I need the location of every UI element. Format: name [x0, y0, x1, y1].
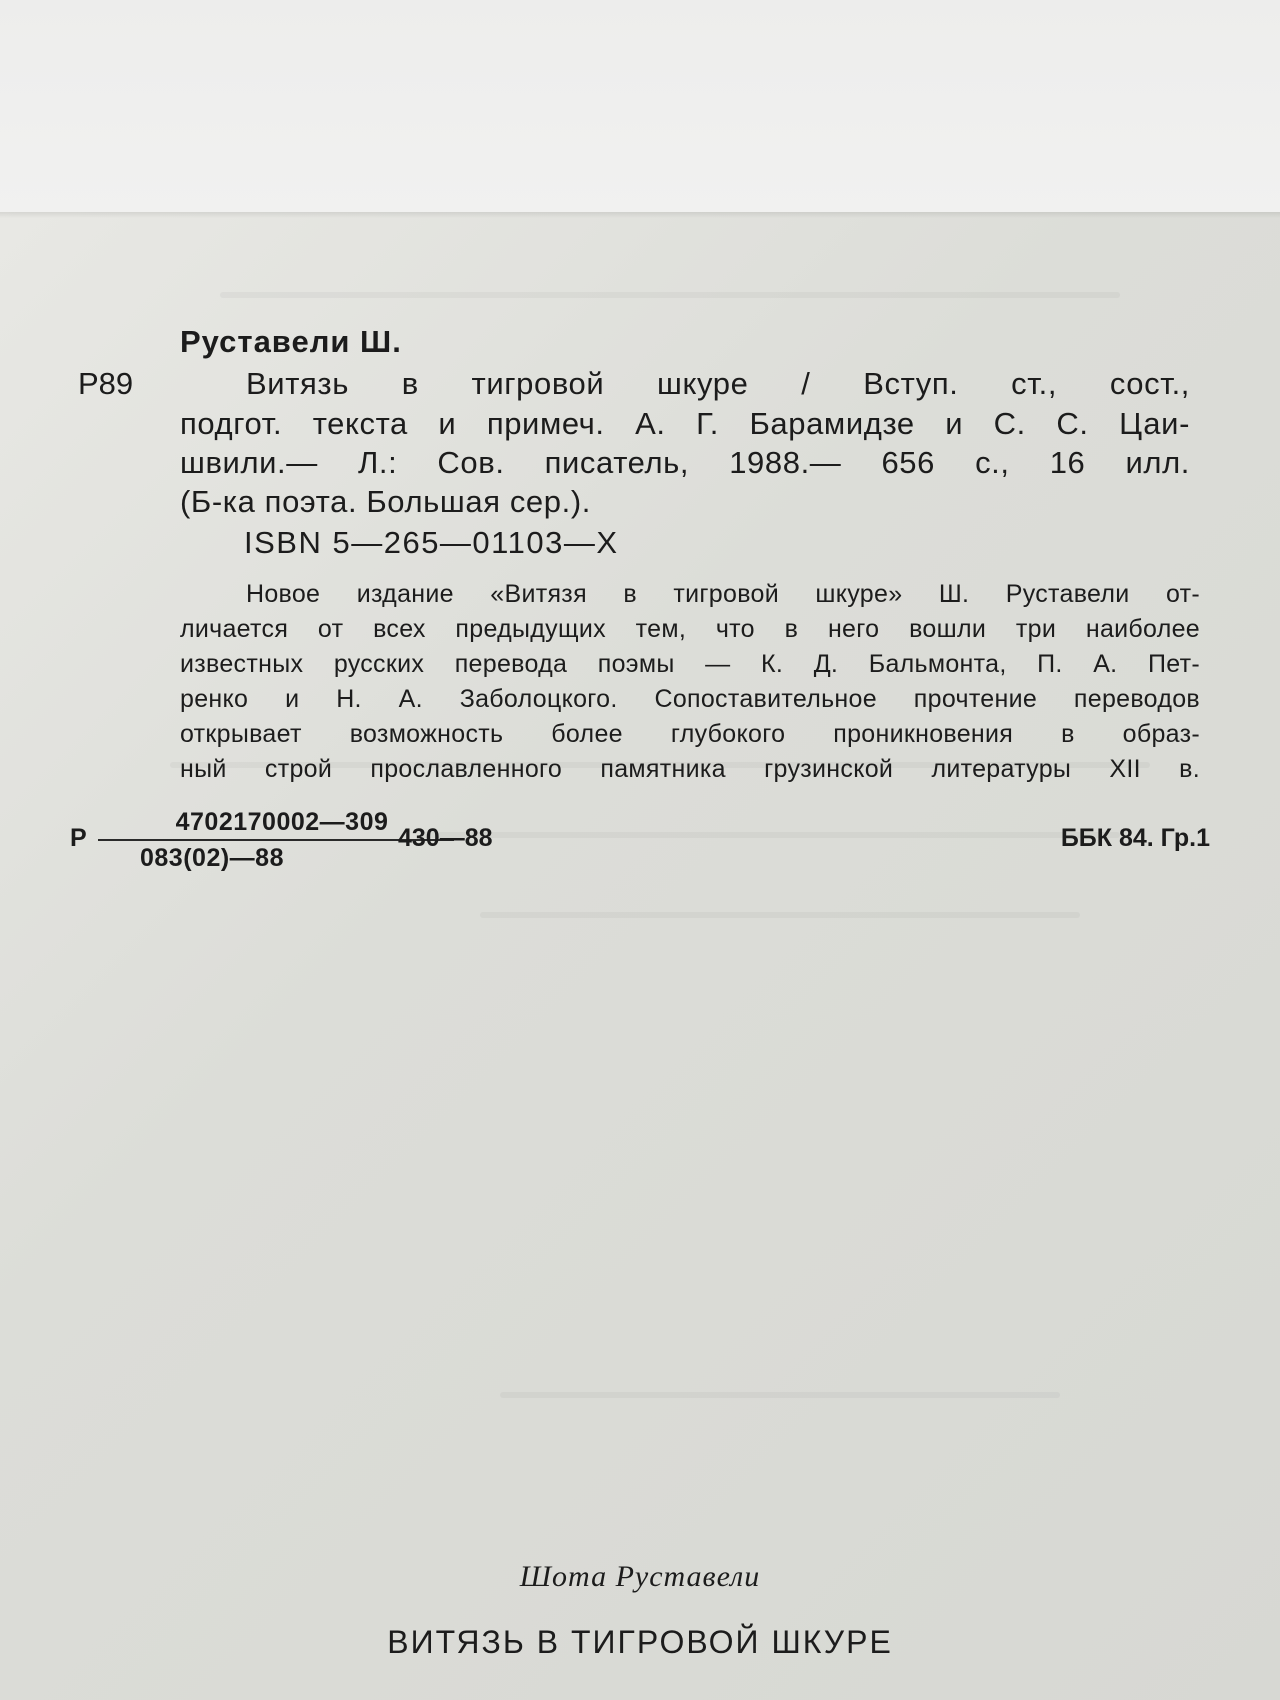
annotation-line: известных русских перевода поэмы — К. Д. Бальмонта, П. А. Пет-: [180, 650, 1200, 678]
isbn: ISBN 5—265—01103—X: [244, 525, 619, 560]
footer-author: Шота Руставели: [519, 1560, 761, 1593]
annotation-line: Новое издание «Витязя в тигровой шкуре» Ш. Руставели от-: [246, 580, 1200, 608]
show-through-mark: [220, 292, 1120, 298]
show-through-mark: [500, 1392, 1060, 1398]
bibliographic-line: подгот. текста и примеч. А. Г. Барамидзе и С. С. Цаи-: [180, 406, 1190, 441]
bbk-index: ББК 84. Гр.1: [1060, 824, 1210, 852]
annotation-line: ренко и Н. А. Заболоцкого. Сопоставительное прочтение переводов: [180, 685, 1200, 713]
background-above-page: [0, 0, 1280, 215]
show-through-mark: [480, 912, 1080, 918]
publisher-code-letter: Р: [70, 824, 87, 852]
footer-title: ВИТЯЗЬ В ТИГРОВОЙ ШКУРЕ: [387, 1624, 893, 1660]
bibliographic-line: Витязь в тигровой шкуре / Вступ. ст., сост.,: [246, 366, 1190, 401]
annotation-line: открывает возможность более глубокого проникновения в образ-: [180, 720, 1200, 748]
page-top-edge: [0, 212, 1280, 218]
book-page: [0, 212, 1280, 1700]
bibliographic-line: швили.— Л.: Сов. писатель, 1988.— 656 с., 16 илл.: [180, 445, 1190, 480]
annotation-line: ный строй прославленного памятника грузинской литературы XII в.: [180, 755, 1200, 783]
annotation-line: личается от всех предыдущих тем, что в него вошли три наиболее: [180, 615, 1200, 643]
publisher-code-block: [70, 808, 1210, 888]
price-code: 430—88: [398, 824, 493, 852]
catalog-author: Руставели Ш.: [180, 324, 402, 359]
bibliographic-line: (Б-ка поэта. Большая сер.).: [180, 484, 591, 519]
publisher-code-denominator: 083(02)—88: [140, 844, 284, 872]
catalog-classification-code: Р89: [78, 366, 134, 401]
publisher-code-numerator: 4702170002—309: [175, 808, 389, 836]
